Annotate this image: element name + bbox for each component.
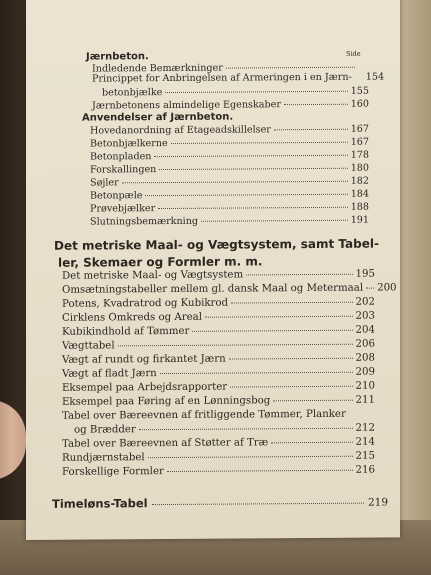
toc-entry: Eksempel paa Arbejdsrapporter 210	[62, 380, 375, 394]
leader-dots	[165, 91, 347, 93]
leader-dots	[366, 288, 374, 289]
toc-entry: Slutningsbemærkning 191	[90, 214, 369, 228]
leader-dots	[152, 503, 364, 505]
toc-entry: og Brædder 212	[74, 422, 375, 436]
toc-entry: Omsætningstabeller mellem gl. dansk Maal og Metermaal 200	[62, 282, 397, 296]
toc-entry: Eksempel paa Føring af en Lønningsbog 211	[62, 394, 375, 408]
toc-entry-final: Timeløns-Tabel 219	[52, 496, 388, 511]
toc-entry: Betonpladen 178	[90, 149, 369, 163]
toc-entry: Tabel over Bæreevnen af fritliggende Tømmer, Planker	[62, 408, 346, 422]
section-heading-anvendelser: Anvendelser af Jærnbeton.	[82, 111, 234, 124]
leader-dots	[229, 358, 353, 360]
leader-dots	[274, 129, 348, 131]
toc-entry: Vægt af rundt og firkantet Jærn 208	[62, 352, 375, 366]
leader-dots	[145, 194, 347, 196]
leader-dots	[284, 104, 348, 105]
toc-entry: Vægttabel 206	[62, 338, 375, 352]
toc-entry: Rundjærnstabel 215	[62, 450, 375, 464]
section-heading-jernbeton: Jærnbeton.	[86, 51, 149, 63]
toc-entry: Betonpæle 184	[90, 188, 369, 202]
leader-dots	[231, 302, 353, 304]
toc-entry: Vægt af fladt Jærn 209	[62, 366, 375, 380]
leader-dots	[118, 344, 353, 347]
leader-dots	[122, 181, 348, 184]
book-page	[26, 0, 400, 540]
toc-entry: Kubikindhold af Tømmer 204	[62, 324, 375, 338]
toc-entry: Det metriske Maal- og Vægtsystem 195	[62, 268, 375, 282]
leader-dots	[154, 155, 347, 157]
leader-dots	[273, 400, 352, 402]
leader-dots	[205, 316, 353, 318]
leader-dots	[226, 67, 355, 69]
toc-entry: Hovedanordning af Etageadskillelser 167	[90, 123, 369, 137]
toc-entry: Potens, Kvadratrod og Kubikrod 202	[62, 296, 375, 310]
leader-dots	[139, 428, 353, 430]
toc-entry: Betonbjælkerne 167	[90, 136, 369, 150]
table-of-contents	[26, 0, 400, 540]
leader-dots	[148, 456, 353, 458]
leader-dots	[201, 220, 348, 222]
toc-entry: Forskallingen 180	[90, 162, 369, 176]
leader-dots	[160, 372, 353, 374]
section-heading-metric: Det metriske Maal- og Vægtsystem, samt Tabel- ler, Skemaer og Formler m. m.	[54, 236, 379, 270]
page-column-label: Side	[346, 49, 361, 58]
toc-entry: betonbjælke 155	[102, 85, 369, 99]
toc-entry: Jærnbetonens almindelige Egenskaber 160	[92, 98, 369, 112]
toc-entry: Princippet for Anbringelsen af Armeringen i en Jærn- 154	[92, 71, 385, 85]
leader-dots	[246, 274, 352, 276]
toc-entry: Søjler 182	[90, 175, 369, 189]
toc-entry: Cirklens Omkreds og Areal 203	[62, 310, 375, 324]
leader-dots	[159, 168, 347, 170]
toc-entry: Indledende Bemærkninger	[92, 62, 358, 76]
leader-dots	[158, 207, 347, 209]
leader-dots	[192, 330, 352, 332]
leader-dots	[171, 142, 348, 144]
toc-entry: Forskellige Formler 216	[62, 464, 375, 478]
toc-entry: Prøvebjælker 188	[90, 201, 369, 215]
leader-dots	[167, 470, 353, 472]
leader-dots	[230, 386, 352, 388]
toc-entry: Tabel over Bæreevnen af Støtter af Træ 214	[62, 436, 375, 450]
leader-dots	[271, 442, 352, 444]
